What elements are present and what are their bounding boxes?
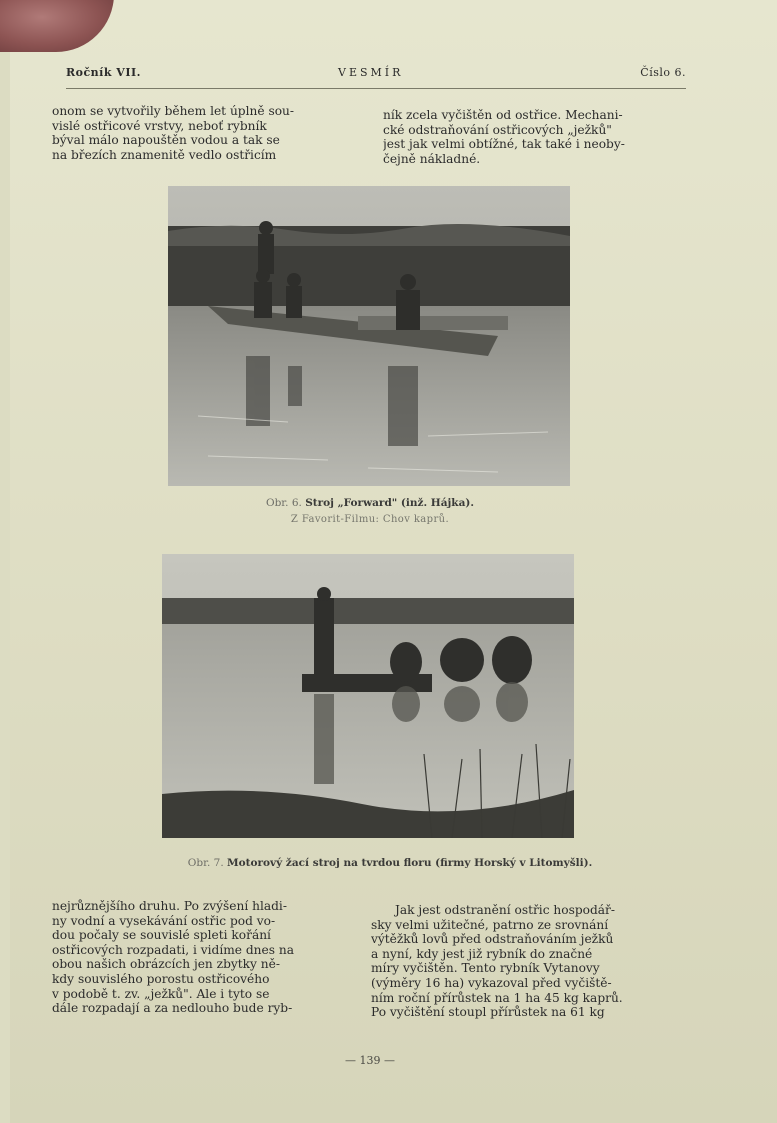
figure-6-photo [168, 186, 570, 486]
text-line: čejně nákladné. [383, 151, 481, 166]
text-column-top-left [52, 104, 364, 162]
header-volume: Ročník VII. [66, 66, 141, 79]
text-line: ny vodní a vysekávání ostřic pod vo- [52, 913, 276, 928]
figure-6-caption [170, 497, 570, 509]
text-column-bottom-right [371, 903, 689, 1020]
text-line: na březích znamenitě vedlo ostřicím [52, 147, 277, 162]
text-line: cké odstraňování ostřicových „ježků" [383, 122, 612, 137]
text-line: dou počaly se souvislé spleti kořání [52, 928, 271, 943]
figure-7-photo [162, 554, 574, 838]
text-line: onom se vytvořily během let úplně sou- [52, 104, 295, 118]
running-header [66, 64, 686, 82]
text-line: nejrůznějšího druhu. Po zvýšení hladi- [52, 899, 287, 913]
text-line: jest jak velmi obtížné, tak také i neoby- [383, 137, 625, 152]
text-line: míry vyčištěn. Tento rybník Vytanovy [371, 961, 600, 976]
text-line: a nyní, kdy jest již rybník do značné [371, 946, 593, 961]
text-line: ním roční přírůstek na 1 ha 45 kg kaprů. [371, 990, 623, 1005]
figure-7-number: Obr. 7. [187, 857, 224, 869]
figure-6-title: Stroj „Forward" (inž. Hájka). [305, 497, 475, 509]
text-line: vislé ostřicové vrstvy, neboť rybník [52, 118, 267, 133]
text-line: ostřicových rozpadati, i vidíme dnes na [52, 942, 294, 957]
text-column-bottom-left [52, 899, 358, 1016]
text-line: Po vyčištění stoupl přírůstek na 61 kg [371, 1005, 605, 1020]
text-line: v podobě t. zv. „ježků". Ale i tyto se [52, 986, 270, 1001]
header-rule [66, 88, 686, 89]
figure-6-number: Obr. 6. [265, 497, 302, 509]
header-journal-title: VESMÍR [338, 66, 404, 79]
text-column-top-right [383, 108, 688, 166]
header-issue: Číslo 6. [640, 66, 686, 79]
text-line: býval málo napouštěn vodou a tak se [52, 133, 280, 148]
figure-7-caption [90, 857, 690, 869]
text-line: sky velmi užitečné, patrno ze srovnání [371, 917, 609, 932]
text-line: obou našich obrázcích jen zbytky ně- [52, 957, 280, 972]
figure-7-title: Motorový žací stroj na tvrdou floru (firmy Horský v Litomyšli). [227, 857, 593, 869]
text-line: kdy souvislého porostu ostřicového [52, 971, 270, 986]
text-line: (výměry 16 ha) vykazoval před vyčiště- [371, 975, 612, 990]
text-line: dále rozpadají a za nedlouho bude ryb- [52, 1001, 293, 1016]
text-line: výtěžků lovů před odstraňováním ježků [371, 932, 614, 947]
text-line: Jak jest odstranění ostřic hospodář- [395, 903, 615, 917]
page-number: — 139 — [345, 1054, 395, 1067]
text-line: ník zcela vyčištěn od ostřice. Mechani- [383, 108, 623, 122]
figure-6-credit: Z Favorit-Filmu: Chov kaprů. [290, 514, 450, 525]
